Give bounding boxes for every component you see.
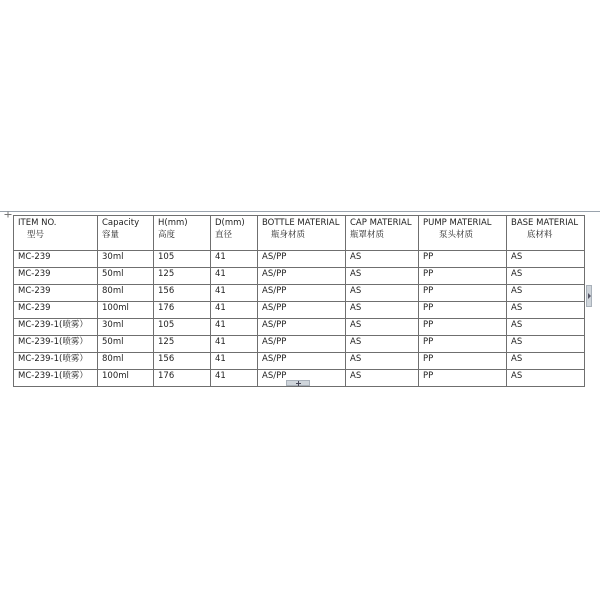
table-cell: 105: [154, 319, 211, 336]
table-cell: AS: [346, 336, 419, 353]
table-cell: 100ml: [98, 370, 154, 387]
table-cell: AS/PP: [258, 268, 346, 285]
table-cell: AS: [507, 251, 585, 268]
table-cell: MC-239-1(喷雾）: [14, 319, 98, 336]
table-cell: AS/PP: [258, 370, 346, 387]
table-cell: PP: [419, 268, 507, 285]
table-cell: 100ml: [98, 302, 154, 319]
header-label-en: BOTTLE MATERIAL: [262, 218, 340, 228]
table-cell: AS: [507, 268, 585, 285]
table-cell: AS/PP: [258, 302, 346, 319]
header-cell: [346, 216, 419, 251]
table-row: [14, 302, 585, 319]
header-label-en: D(mm): [215, 218, 245, 228]
table-cell: 41: [211, 302, 258, 319]
header-cell: [211, 216, 258, 251]
table-move-handle[interactable]: [4, 211, 12, 218]
header-cell: [98, 216, 154, 251]
table-cell: 41: [211, 353, 258, 370]
table-cell: 156: [154, 285, 211, 302]
page-top-rule: [0, 211, 600, 212]
table-cell: AS/PP: [258, 319, 346, 336]
table-cell: AS: [346, 302, 419, 319]
table-row: [14, 353, 585, 370]
table-cell: MC-239-1(喷雾）: [14, 370, 98, 387]
table-cell: 30ml: [98, 319, 154, 336]
table-cell: AS: [346, 319, 419, 336]
table-cell: PP: [419, 370, 507, 387]
table-cell: 50ml: [98, 268, 154, 285]
table-cell: 41: [211, 268, 258, 285]
table-cell: 30ml: [98, 251, 154, 268]
arrow-right-icon: [588, 293, 591, 299]
header-label-cn: 容量: [102, 229, 120, 240]
header-cell: [419, 216, 507, 251]
header-label-cn: 瓶身材质: [271, 229, 306, 240]
header-label-en: ITEM NO.: [18, 218, 57, 228]
table-cell: 156: [154, 353, 211, 370]
table-cell: 176: [154, 370, 211, 387]
header-label-cn: 泵头材质: [439, 229, 474, 240]
table-cell: PP: [419, 285, 507, 302]
table-header-row: [14, 216, 585, 251]
table-cell: 41: [211, 285, 258, 302]
header-label-cn: 高度: [158, 229, 176, 240]
table-cell: AS: [507, 302, 585, 319]
table-cell: AS: [346, 268, 419, 285]
table-cell: MC-239-1(喷雾）: [14, 336, 98, 353]
header-cell: [507, 216, 585, 251]
header-cell: [14, 216, 98, 251]
move-arrows-icon: [4, 211, 12, 218]
header-label-cn: 型号: [27, 229, 45, 240]
table-row: [14, 285, 585, 302]
table-cell: AS: [346, 285, 419, 302]
add-column-handle[interactable]: [586, 285, 592, 307]
table-cell: 80ml: [98, 353, 154, 370]
header-cell: [258, 216, 346, 251]
product-spec-table: [13, 215, 585, 387]
table-cell: MC-239-1(喷雾）: [14, 353, 98, 370]
add-row-handle[interactable]: [286, 380, 310, 386]
table-cell: MC-239: [14, 302, 98, 319]
table-cell: PP: [419, 251, 507, 268]
header-label-cn: 瓶罩材质: [350, 229, 385, 240]
table-cell: AS: [346, 370, 419, 387]
table-row: [14, 319, 585, 336]
table-cell: AS: [507, 370, 585, 387]
table-cell: MC-239: [14, 251, 98, 268]
table-cell: AS/PP: [258, 336, 346, 353]
header-label-cn: 直径: [215, 229, 233, 240]
table-cell: 125: [154, 268, 211, 285]
table-cell: AS/PP: [258, 353, 346, 370]
table-cell: AS/PP: [258, 251, 346, 268]
table-cell: 41: [211, 370, 258, 387]
header-label-cn: 底材料: [527, 229, 553, 240]
table-row: [14, 251, 585, 268]
header-label-en: PUMP MATERIAL: [423, 218, 492, 228]
header-label-en: CAP MATERIAL: [350, 218, 412, 228]
table-cell: MC-239: [14, 285, 98, 302]
header-label-en: H(mm): [158, 218, 188, 228]
table-cell: 41: [211, 319, 258, 336]
header-label-en: Capacity: [102, 218, 140, 228]
table-cell: AS: [507, 319, 585, 336]
table-cell: MC-239: [14, 268, 98, 285]
table-cell: AS: [346, 353, 419, 370]
table-cell: AS: [507, 353, 585, 370]
table-cell: PP: [419, 319, 507, 336]
table-cell: 125: [154, 336, 211, 353]
table-row: [14, 336, 585, 353]
header-cell: [154, 216, 211, 251]
table-cell: PP: [419, 302, 507, 319]
table-cell: PP: [419, 336, 507, 353]
table-cell: AS: [507, 336, 585, 353]
table-cell: 105: [154, 251, 211, 268]
table-cell: AS/PP: [258, 285, 346, 302]
table-cell: PP: [419, 353, 507, 370]
table-cell: 41: [211, 251, 258, 268]
table-cell: 41: [211, 336, 258, 353]
table-row: [14, 268, 585, 285]
table-cell: 176: [154, 302, 211, 319]
plus-icon: [296, 383, 301, 384]
table-cell: 80ml: [98, 285, 154, 302]
table-cell: AS: [346, 251, 419, 268]
table-cell: 50ml: [98, 336, 154, 353]
table-cell: AS: [507, 285, 585, 302]
header-label-en: BASE MATERIAL: [511, 218, 579, 228]
